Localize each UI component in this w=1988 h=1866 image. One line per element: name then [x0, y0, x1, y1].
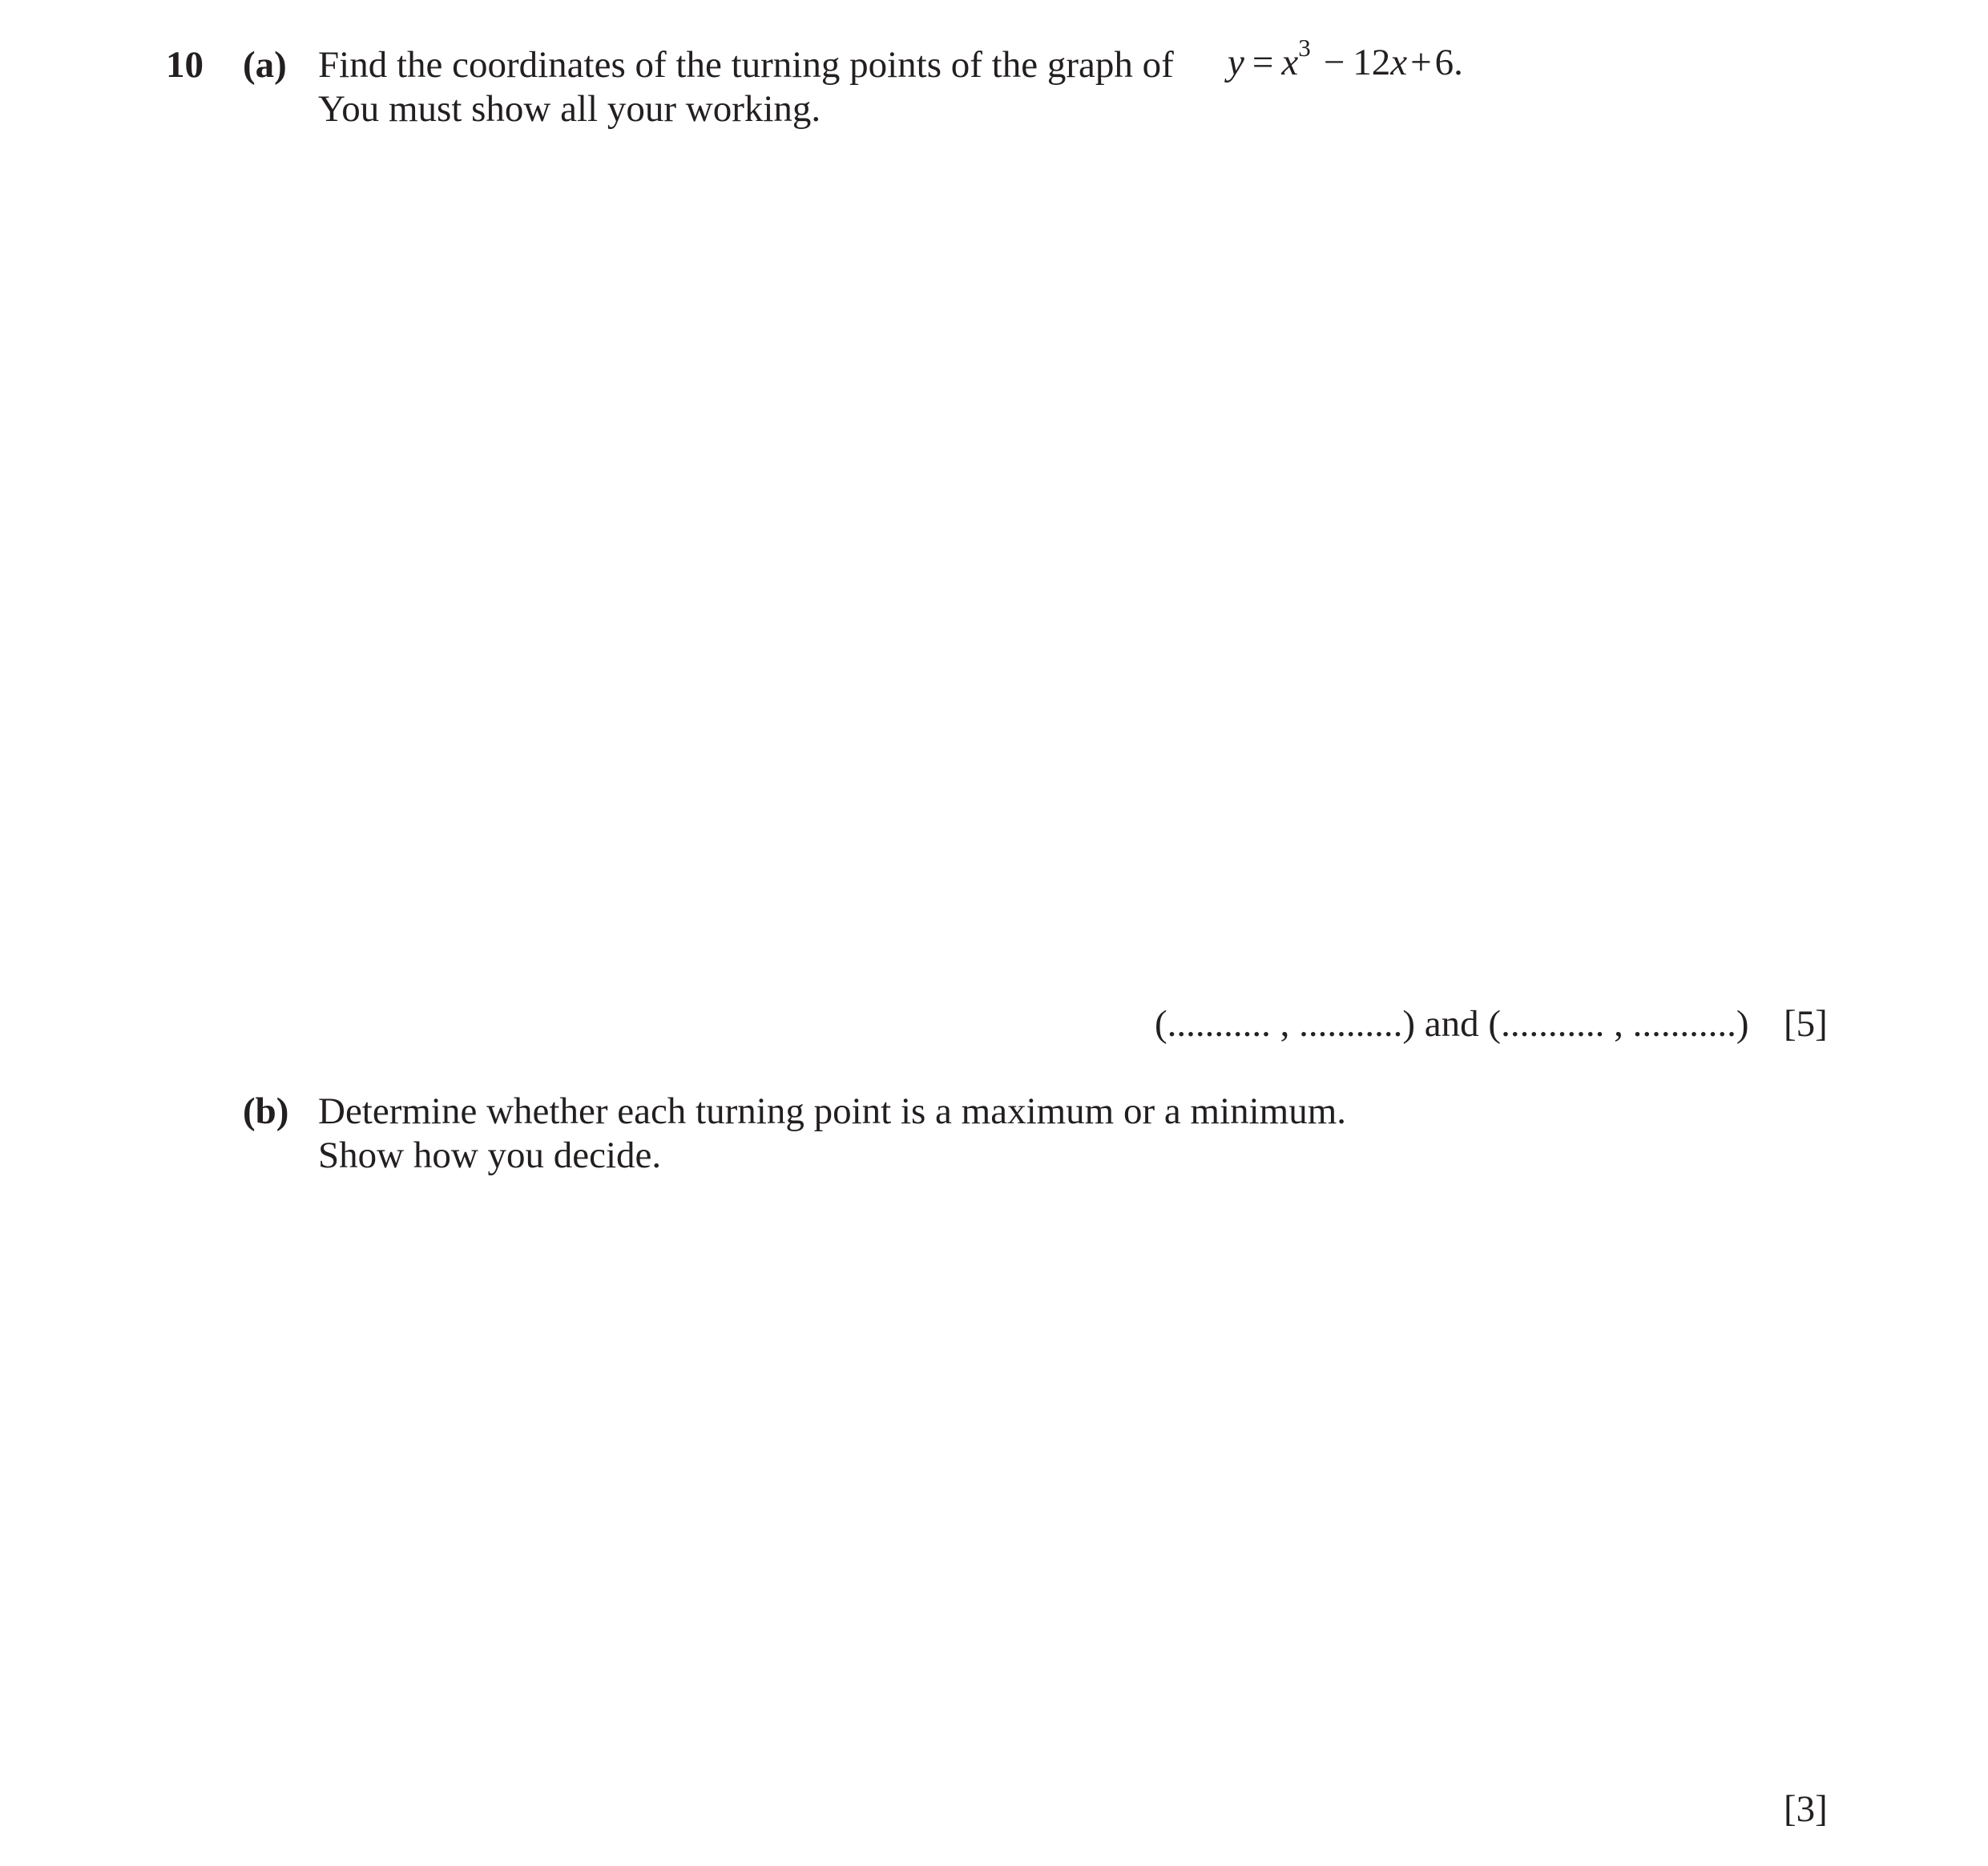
part-b-prompt-line-1: Determine whether each turning point is a maximum or a minimum. [318, 1090, 1347, 1132]
part-a-answer-line: (........... , ...........) and (........... , ...........) [1155, 1003, 1749, 1045]
eq-minus: − [1323, 42, 1345, 83]
eq-period: . [1454, 42, 1463, 83]
eq-equals: = [1252, 42, 1274, 83]
eq-power: 3 [1298, 34, 1311, 62]
part-a-prompt-line-2: You must show all your working. [318, 88, 821, 130]
eq-x: x [1281, 42, 1299, 83]
part-a-label: (a) [243, 44, 287, 86]
part-b-marks: [3] [1784, 1788, 1828, 1830]
cubic-equation [1228, 34, 1463, 83]
part-b-label: (b) [243, 1090, 289, 1132]
part-a-prompt-line-1: Find the coordinates of the turning points of the graph of [318, 44, 1174, 86]
eq-coeff: 12 [1353, 42, 1391, 83]
eq-plus: + [1410, 42, 1432, 83]
eq-y: y [1228, 42, 1244, 83]
eq-x2: x [1390, 42, 1408, 83]
question-number: 10 [166, 44, 204, 86]
eq-const: 6 [1434, 42, 1454, 83]
part-b-prompt-line-2: Show how you decide. [318, 1135, 662, 1176]
part-a-marks: [5] [1784, 1003, 1828, 1045]
